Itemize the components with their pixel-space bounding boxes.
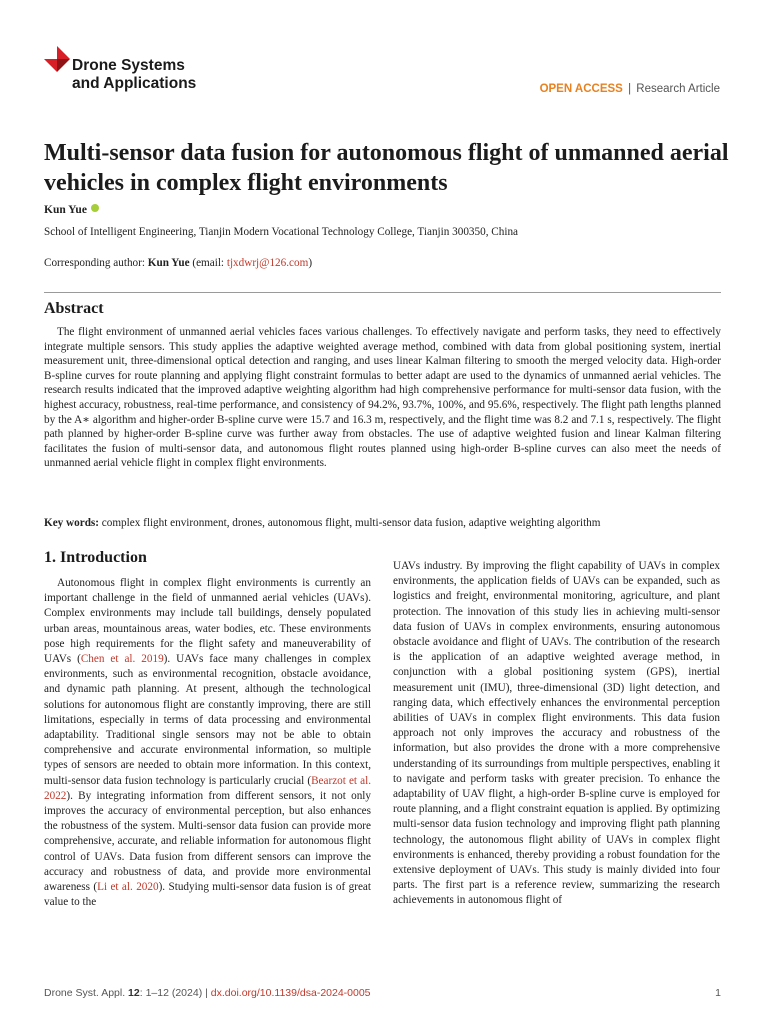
citation-link[interactable]: Bearzot et al. 2022	[44, 774, 371, 802]
corresponding-prefix: Corresponding author:	[44, 257, 148, 269]
corresponding-author	[44, 257, 312, 269]
introduction-heading: 1. Introduction	[44, 549, 147, 566]
email-suffix: )	[308, 257, 313, 269]
abstract-text: The flight environment of unmanned aerial vehicles faces various challenges. To effectively navigate and perform tasks, they need to effectively integrate multiple sensors. This study applies the adaptive weighted average method, combined with data from global positioning system, inertial measurement unit, three-dimensional optical detection and ranging, and uses linear Kalman filtering to smooth the merged velocity data. High-order B-spline curves for route planning and applying flight constraint formulas to better adapt are used to the dynamics of unmanned aerial vehicles. The research results indicated that the improved adaptive weighting algorithm had high comprehensive performance for multi-sensor data fusion, with the highest accuracy, robustness, real-time performance, and consistency of 94.2%, 93.7%, 100%, and 95.6%, respectively. The flight path lengths planned by the A∗ algorithm and higher-order B-spline curve were 15.7 and 16.3 m, respectively, and the flight time was 8.2 and 7.1 s, respectively. The flight path planned by higher-order B-spline curve was further away from obstacles. The use of adaptive weighted fusion and linear Kalman filtering facilitates the fusion of multi-sensor data, and autonomous flight routes planned using high-order B-spline curves can also meet the needs of unmanned aerial vehicle flight in complex flight environments.	[44, 326, 721, 470]
journal-name-line1: Drone Systems	[72, 57, 185, 74]
introduction-column-right: UAVs industry. By improving the flight capability of UAVs in complex environments, the application fields of UAVs can be expanded, such as logistics and freight, environmental monitoring, agriculture, and plant protection. The innovation of this study lies in achieving multi-sensor data fusion of UAVs in complex environments, ensuring autonomous obstacle avoidance and flight of UAVs. The contribution of the research is the application of an adaptive weighted average method, in conjunction with a global positioning system (GPS), inertial measurement unit (IMU), three-dimensional (3D) light detection, and ranging data, which effectively enhances the environmental perception abilities of UAVs in complex flight environments. This data fusion approach not only improves the accuracy and robustness of the information, but also provides the drone with a more comprehensive understanding of its surroundings from multiple perspectives, enabling it to navigate and perform tasks with greater precision. To enhance the adaptability of UAV flight, a high-order B-spline curve is employed for route planning, and a flight constraint equation is applied. By optimizing multi-sensor data fusion technology and improving flight path planning technology, the autonomous flight ability of UAVs in complex flight environments is enhanced, thereby providing a robust foundation for the extensive deployment of UAVs. This study is mainly divided into four parts. The first part is a reference review, summarizing the research achievements in autonomous flight of	[393, 560, 720, 907]
abstract-heading: Abstract	[44, 300, 104, 317]
email-link[interactable]: tjxdwrj@126.com	[226, 257, 309, 269]
article-type: Research Article	[636, 83, 720, 95]
introduction-column-left	[44, 576, 371, 910]
header-divider	[44, 292, 721, 293]
email-prefix: (email:	[189, 257, 227, 269]
keywords	[44, 517, 734, 529]
author-name[interactable]: Kun Yue	[44, 204, 87, 216]
article-title: Multi-sensor data fusion for autonomous flight of unmanned aerial vehicles in complex flight environments	[44, 140, 729, 196]
citation-prefix: Drone Syst. Appl.	[44, 987, 129, 999]
journal-name-line2: and Applications	[72, 75, 197, 92]
citation-link[interactable]: Chen et al. 2019	[80, 653, 164, 666]
journal-logo-icon	[44, 46, 70, 74]
open-access-label: OPEN ACCESS	[539, 83, 623, 95]
intro-text-1: Autonomous flight in complex flight environments is currently an important challenge in the field of unmanned aerial vehicles (UAVs). Complex environments may include tall buildings, densely populated urban areas, mountainous areas, water bodies, etc. These environments pose high requirements for the flight safety and maneuverability of UAVs (	[44, 577, 371, 666]
intro-text-2: ). UAVs face many challenges in complex environments, such as environmental recognition, obstacle avoidance, and dynamic path planning. At present, although the technological solutions for autonomous flight are constantly improving, there are still limitations, especially in terms of data processing and environmental adaptability. Traditional single sensors may not be able to obtain comprehensive and accurate environmental information, so multiple types of sensors are needed to obtain more information. In this context, multi-sensor data fusion technology is particularly crucial (	[44, 653, 372, 787]
intro-text-4: ). Studying multi-sensor data fusion is of great value to the	[44, 881, 371, 909]
intro-text-3: ). By integrating information from different sensors, it not only improves the accuracy of environmental perception, but also enhances the robustness of the system. Multi-sensor data fusion can provide more comprehensive, accurate, and reliable information for autonomous flight control of UAVs. Data fusion from different sensors can improve the accuracy and robustness of data, and provide more environmental awareness (	[44, 789, 371, 894]
page-footer	[44, 987, 721, 999]
access-separator: |	[628, 83, 632, 95]
orcid-icon[interactable]	[91, 204, 99, 212]
citation-link[interactable]: Li et al. 2020	[97, 881, 159, 894]
author-line	[44, 204, 99, 216]
page-number: 1	[715, 987, 721, 999]
volume-number: 12	[128, 987, 140, 999]
footer-citation	[44, 987, 371, 999]
keywords-text: complex flight environment, drones, autonomous flight, multi-sensor data fusion, adaptive weighting algorithm	[99, 517, 601, 529]
keywords-label: Key words:	[44, 517, 99, 529]
article-access-info	[540, 83, 720, 95]
corresponding-name: Kun Yue	[147, 257, 190, 269]
affiliation: School of Intelligent Engineering, Tianjin Modern Vocational Technology College, Tianjin 300350, China	[44, 226, 519, 238]
citation-suffix: : 1–12 (2024) |	[139, 987, 211, 999]
doi-link[interactable]: dx.doi.org/10.1139/dsa-2024-0005	[210, 987, 371, 999]
journal-name	[72, 57, 292, 93]
